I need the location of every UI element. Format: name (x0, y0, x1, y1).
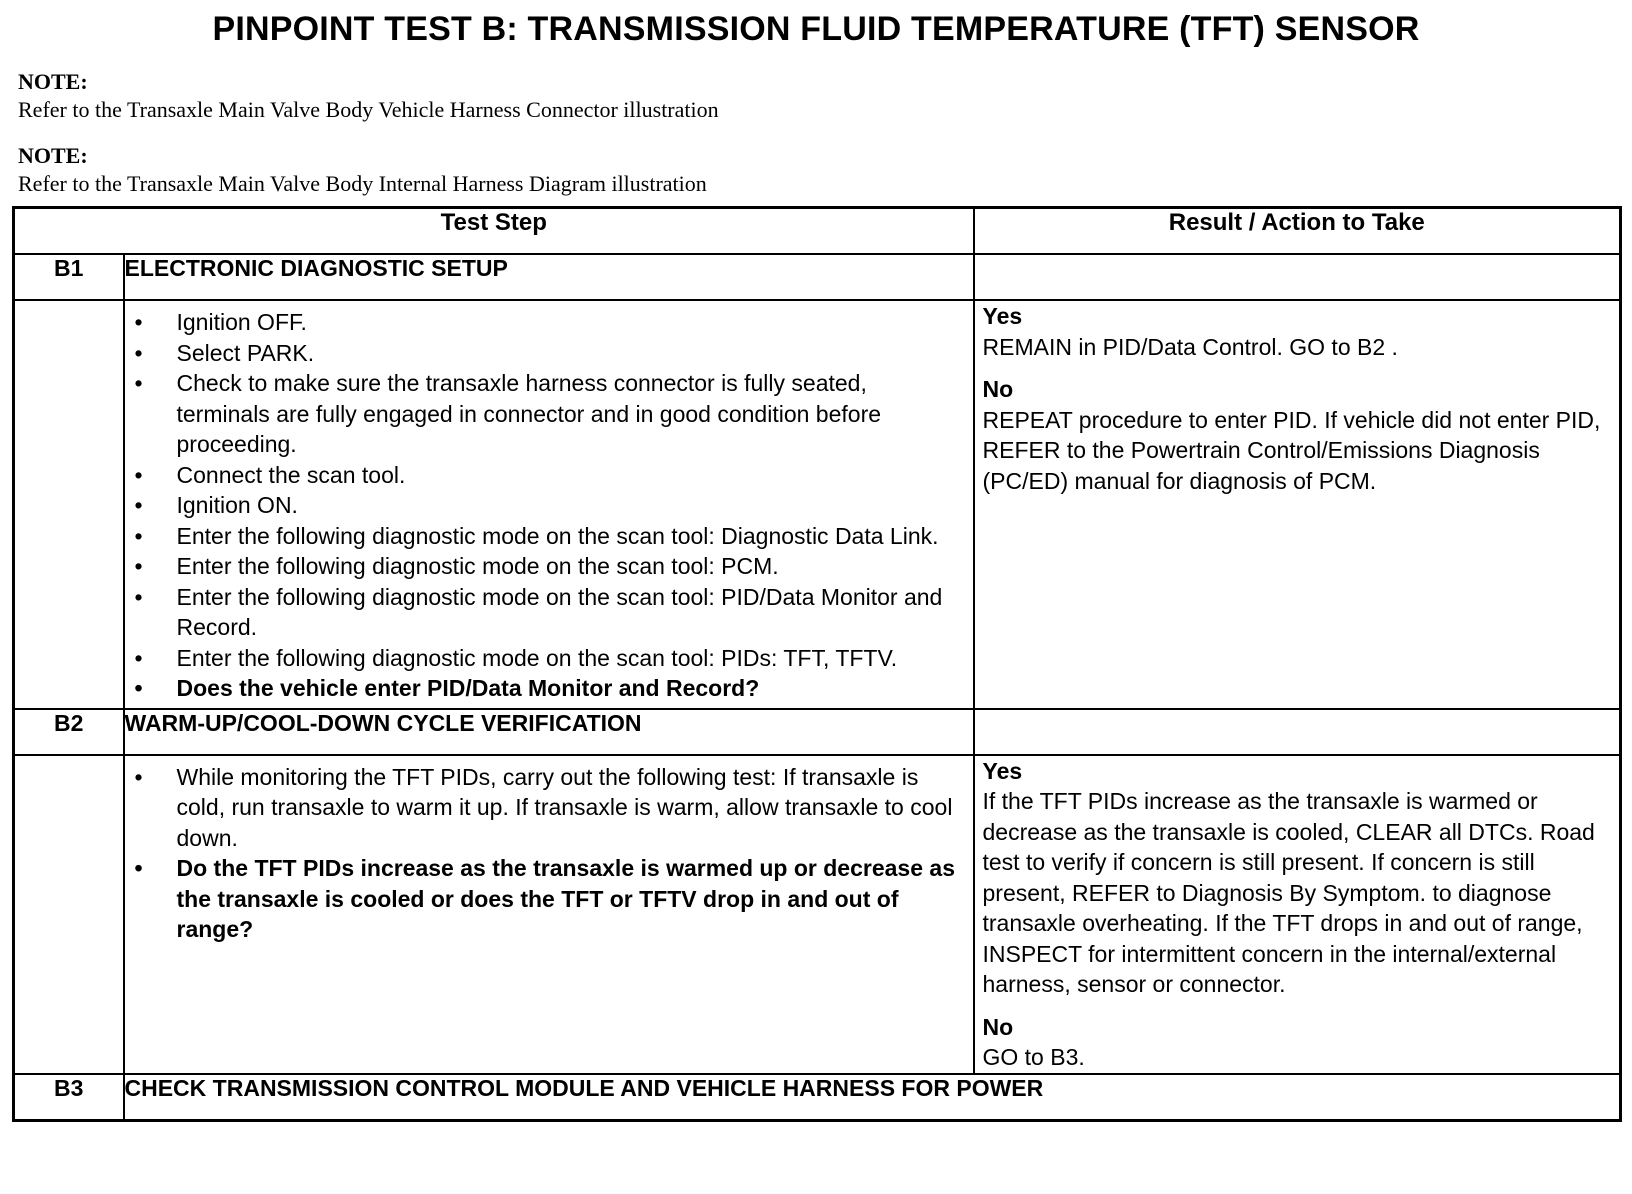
step-title-b3: CHECK TRANSMISSION CONTROL MODULE AND VEHICLE HARNESS FOR POWER (124, 1074, 1621, 1121)
list-item: • Ignition OFF. (125, 307, 963, 338)
no-label: No (982, 1013, 1014, 1040)
list-item: • Check to make sure the transaxle harness connector is fully seated, terminals are fully engaged in connector and in good condition before proceeding. (125, 368, 963, 460)
step-id-b2: B2 (14, 709, 124, 755)
note-label: NOTE: (18, 143, 88, 168)
yes-action: REMAIN in PID/Data Control. GO to B2 . (982, 333, 1398, 360)
step-title-b2: WARM-UP/COOL-DOWN CYCLE VERIFICATION (124, 709, 974, 755)
list-item: • While monitoring the TFT PIDs, carry out the following test: If transaxle is cold, run transaxle to warm it up. If transaxle is warm, allow transaxle to cool down. (125, 762, 963, 854)
page-title: PINPOINT TEST B: TRANSMISSION FLUID TEMPERATURE (TFT) SENSOR (212, 10, 1420, 48)
step-list-b2 (125, 756, 973, 949)
step-title-row-b2 (14, 709, 1621, 755)
step-question: • Do the TFT PIDs increase as the transaxle is warmed up or decrease as the transaxle is cooled or does the TFT or TFTV drop in and out of range? (125, 853, 963, 945)
list-item: • Enter the following diagnostic mode on the scan tool: PIDs: TFT, TFTV. (125, 643, 963, 674)
step-question: • Does the vehicle enter PID/Data Monitor and Record? (125, 673, 963, 704)
list-item: • Enter the following diagnostic mode on the scan tool: Diagnostic Data Link. (125, 521, 963, 552)
step-id-blank (14, 755, 124, 1074)
note-1 (18, 68, 719, 124)
note-text: Refer to the Transaxle Main Valve Body Vehicle Harness Connector illustration (18, 97, 719, 122)
note-2 (18, 142, 707, 198)
note-label: NOTE: (18, 69, 88, 94)
list-item: • Ignition ON. (125, 490, 963, 521)
step-id-b1: B1 (14, 254, 124, 300)
table-header-row (14, 208, 1621, 255)
no-label: No (982, 376, 1014, 402)
step-id-b3: B3 (14, 1074, 124, 1121)
step-title-spacer (974, 709, 1621, 755)
step-actions-b2 (124, 755, 974, 1074)
step-result-b1 (974, 300, 1621, 709)
step-result-b2 (974, 755, 1621, 1074)
list-item: • Connect the scan tool. (125, 460, 963, 491)
yes-label: Yes (982, 303, 1023, 329)
yes-label: Yes (982, 757, 1023, 784)
step-title-row-b1 (14, 254, 1621, 300)
step-actions-b1 (124, 300, 974, 709)
no-action: GO to B3. (982, 1044, 1085, 1070)
list-item: • Enter the following diagnostic mode on the scan tool: PID/Data Monitor and Record. (125, 582, 963, 643)
yes-action: If the TFT PIDs increase as the transaxle is warmed or decrease as the transaxle is cooled, CLEAR all DTCs. Road test to verify if concern is still present. If concern is still present, REFER to Diagnosis By Symptom. to diagnose transaxle overheating. If the TFT drops in and out of range, INSPECT for intermittent concern in the internal/external harness, sensor or connector. (982, 788, 1595, 997)
note-text: Refer to the Transaxle Main Valve Body Internal Harness Diagram illustration (18, 171, 707, 196)
step-title-b1: ELECTRONIC DIAGNOSTIC SETUP (124, 254, 974, 300)
header-result: Result / Action to Take (974, 208, 1621, 255)
header-test-step: Test Step (14, 208, 974, 255)
step-body-row-b1 (14, 300, 1621, 709)
step-title-row-b3 (14, 1074, 1621, 1121)
step-title-spacer (974, 254, 1621, 300)
pinpoint-test-table (12, 206, 1622, 1122)
no-action: REPEAT procedure to enter PID. If vehicle did not enter PID, REFER to the Powertrain Control/Emissions Diagnosis (PC/ED) manual for diagnosis of PCM. (982, 406, 1601, 494)
list-item: • Select PARK. (125, 338, 963, 369)
list-item: • Enter the following diagnostic mode on the scan tool: PCM. (125, 551, 963, 582)
step-body-row-b2 (14, 755, 1621, 1074)
step-id-blank (14, 300, 124, 709)
step-list-b1 (125, 301, 973, 708)
